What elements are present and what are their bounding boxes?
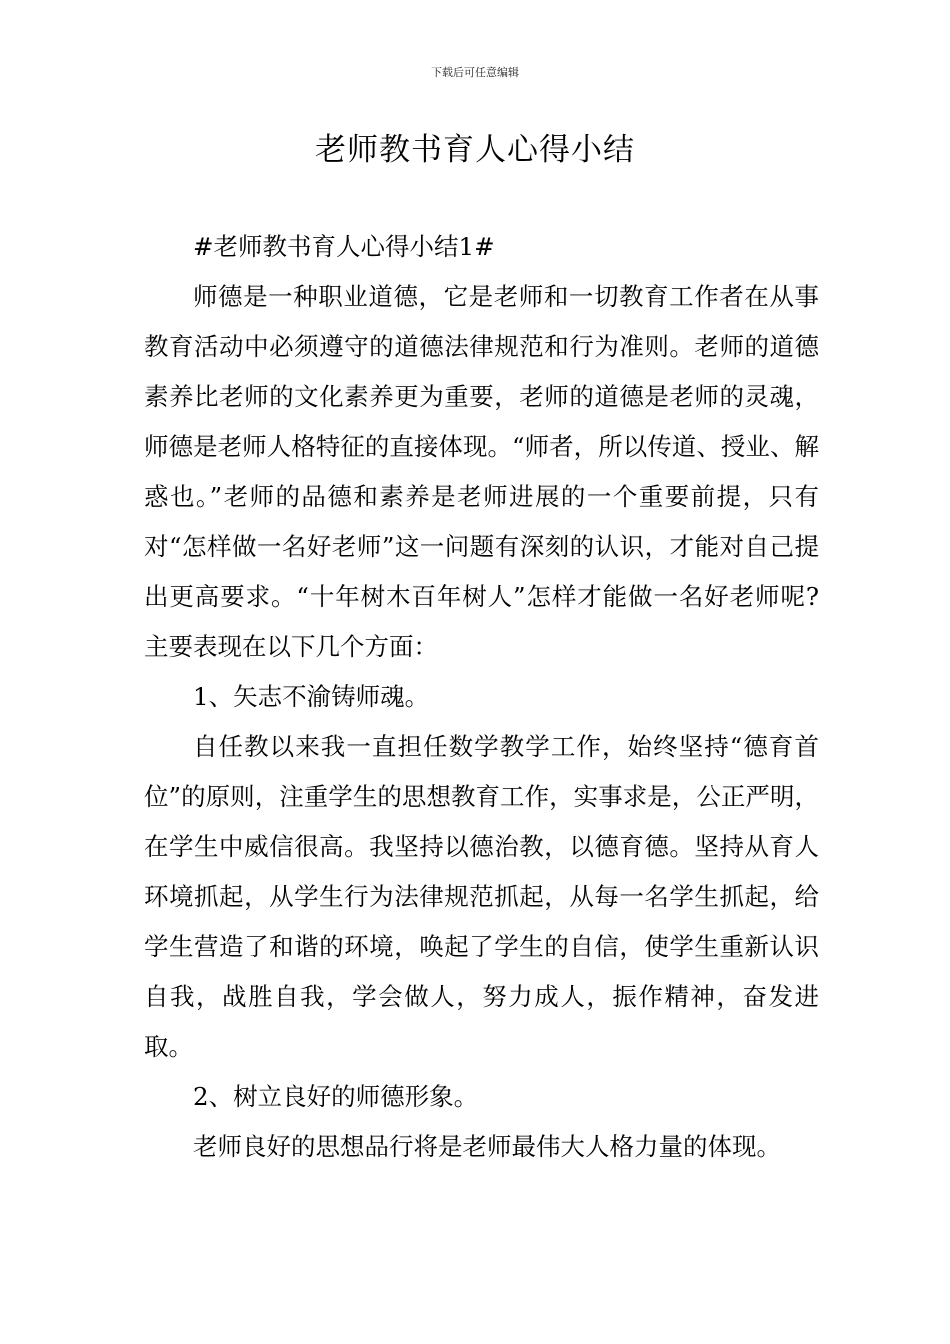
paragraph: 老师良好的思想品行将是老师最伟大人格力量的体现。 bbox=[193, 1132, 781, 1161]
paragraph: 师德是一种职业道德，它是老师和一切教育工作者在从事教育活动中必须遵守的道德法律规范和行为准则。老师的道德素养比老师的文化素养更为重要，老师的道德是老师的灵魂，师德是老师人格特征的直接体现。“师者，所以传道、授业、解惑也。”老师的品德和素养是老师进展的一个重要前提，只有对“怎样做一名好老师”这一问题有深刻的认识，才能对自己提出更高要求。“十年树木百年树人”怎样才能做一名好老师呢?主要表现在以下几个方面： bbox=[144, 282, 819, 661]
list-heading: 2、树立良好的师德形象。 bbox=[193, 1082, 479, 1111]
list-heading: 1、矢志不渝铸师魂。 bbox=[193, 682, 430, 711]
header-note: 下载后可任意编辑 bbox=[431, 66, 519, 79]
paragraph: 自任教以来我一直担任数学教学工作，始终坚持“德育首位”的原则，注重学生的思想教育工作，实事求是，公正严明，在学生中威信很高。我坚持以德治教，以德育德。坚持从育人环境抓起，从学生行为法律规范抓起，从每一名学生抓起，给学生营造了和谐的环境，唤起了学生的自信，使学生重新认识自我，战胜自我，学会做人，努力成人，振作精神，奋发进取。 bbox=[144, 732, 819, 1061]
section-heading: #老师教书育人心得小结1# bbox=[193, 232, 495, 261]
document-title: 老师教书育人心得小结 bbox=[315, 132, 635, 168]
document-body bbox=[144, 222, 819, 1172]
